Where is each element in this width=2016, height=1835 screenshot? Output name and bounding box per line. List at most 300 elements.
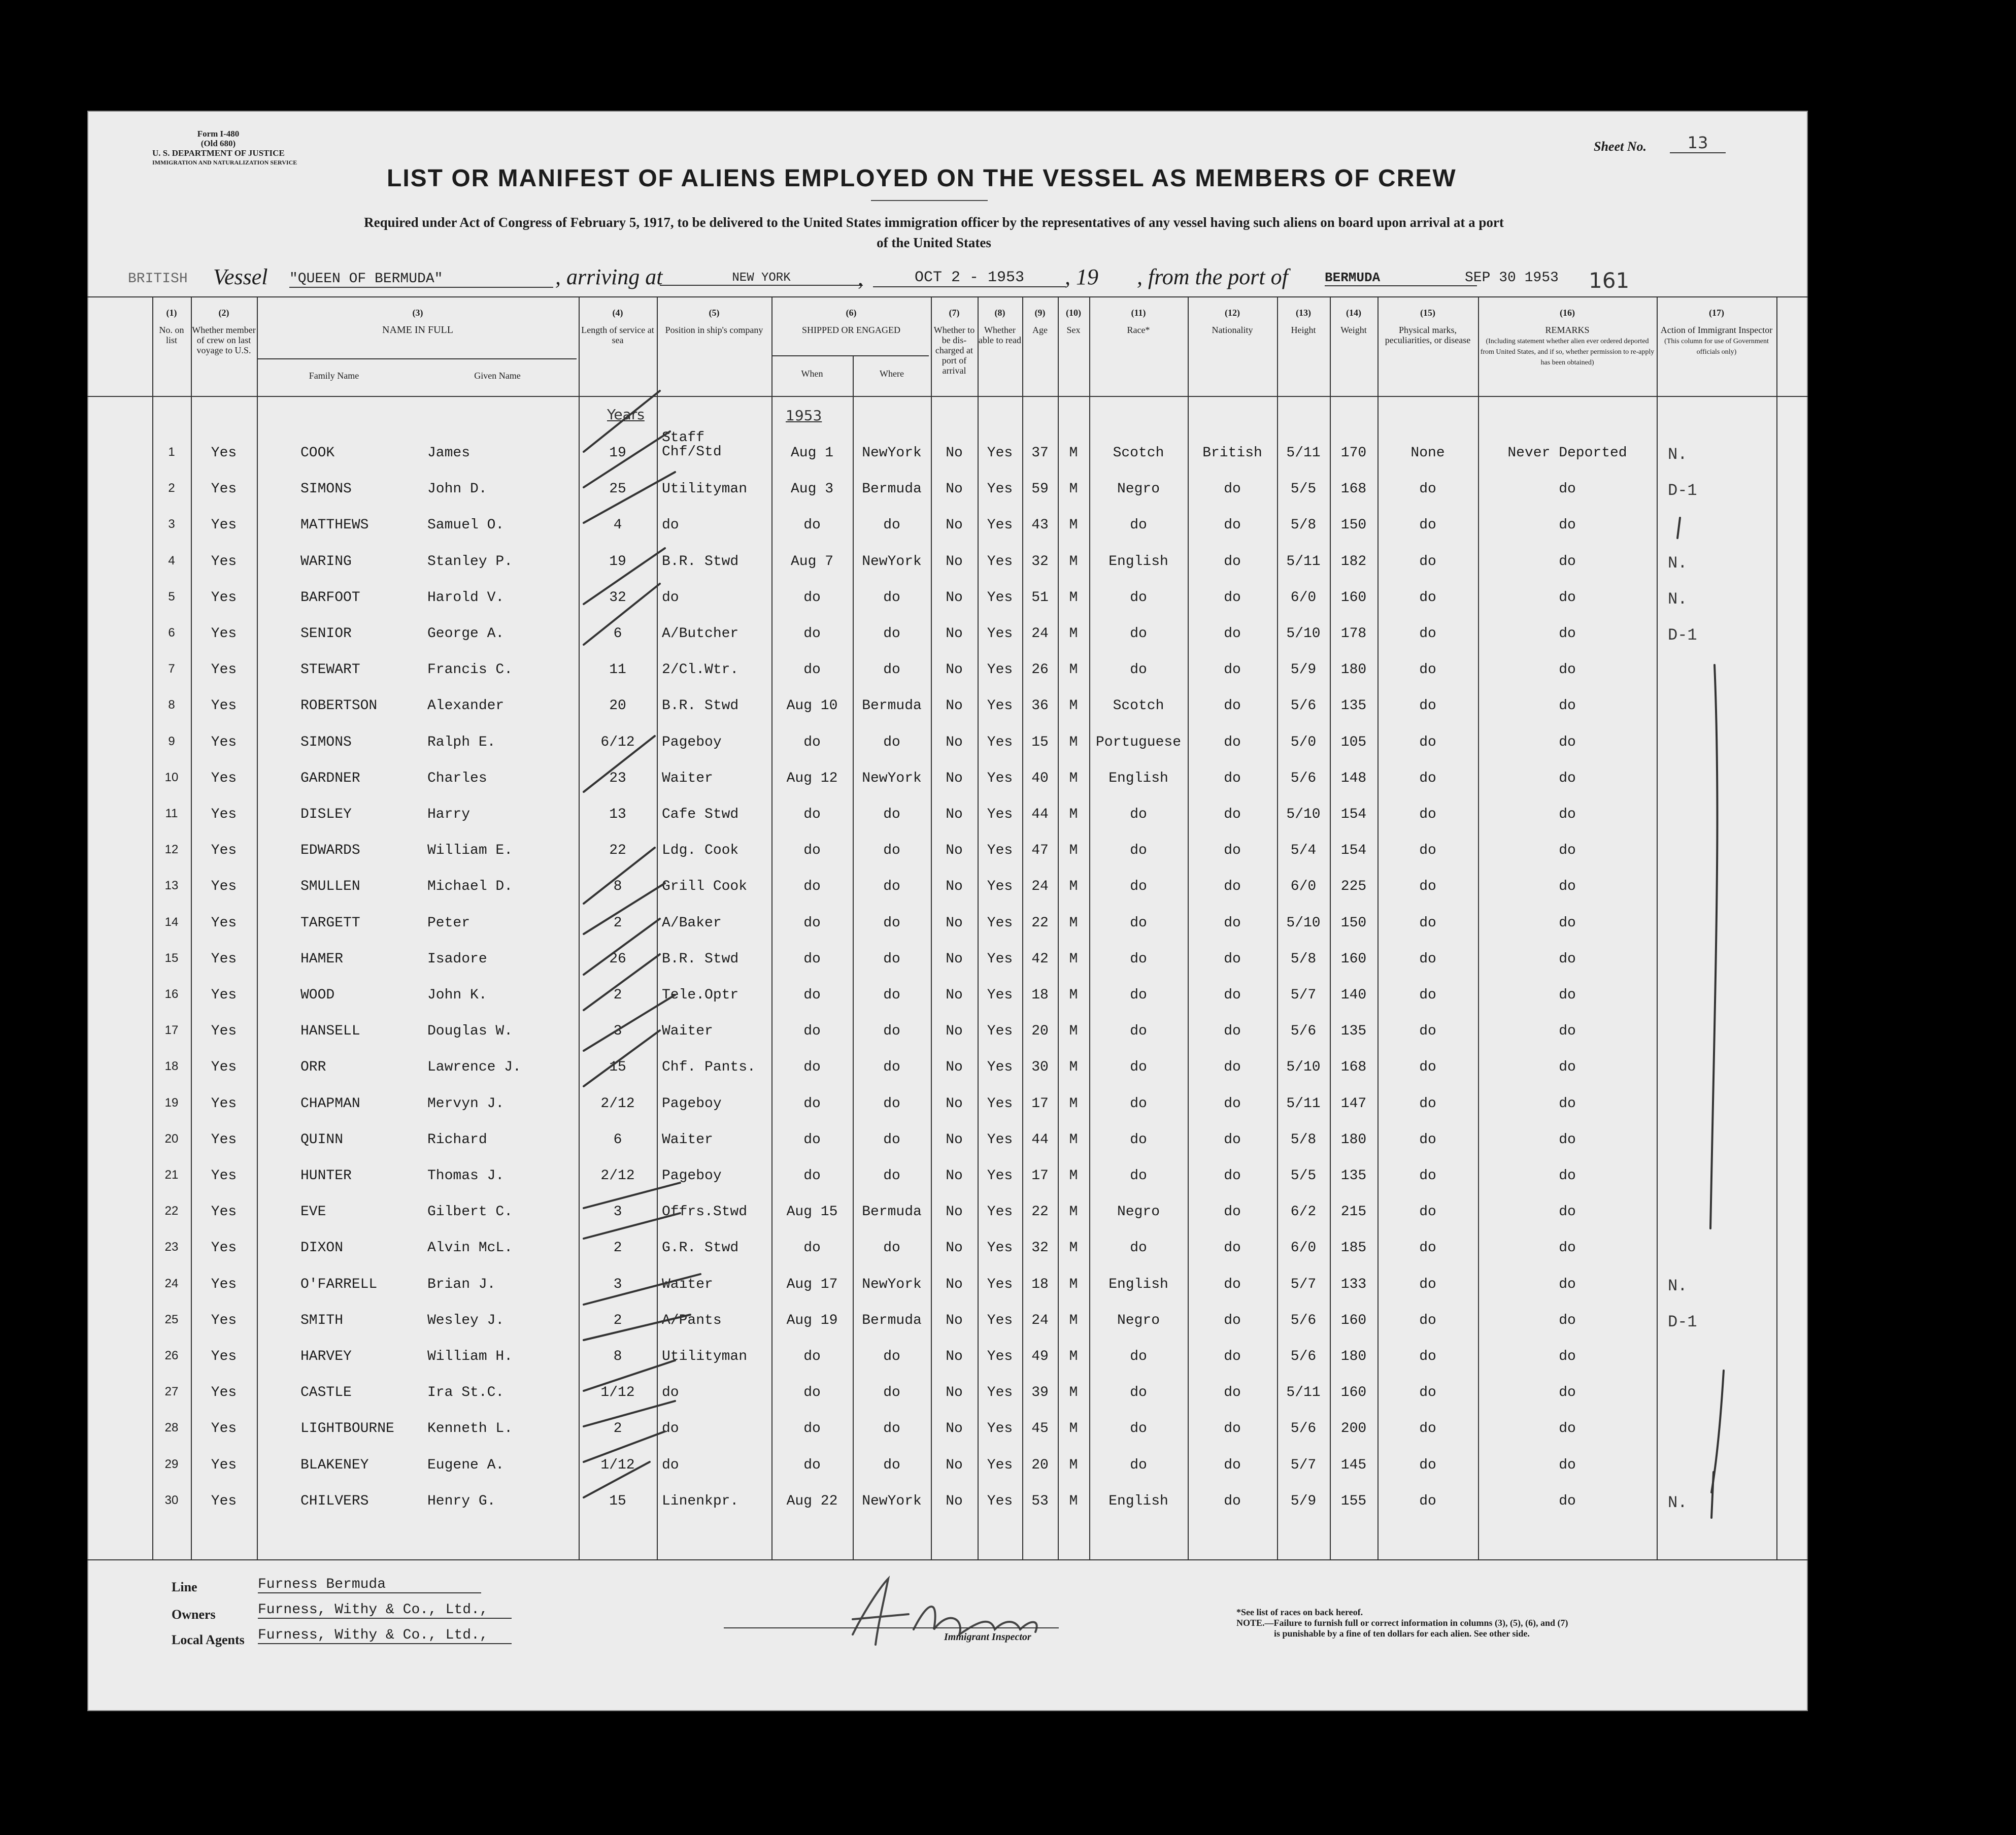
cell-prev: Yes [211, 1421, 237, 1437]
cell-no: 21 [164, 1168, 179, 1182]
cell-sex: M [1069, 1421, 1078, 1437]
cell-when: Aug 22 [786, 1493, 838, 1509]
cell-age: 32 [1031, 1240, 1049, 1256]
cell-discharge: No [946, 626, 963, 642]
col-header-family-name: Family Name [309, 371, 359, 381]
cell-weight: 182 [1340, 553, 1367, 570]
cell-position: Waiter [662, 1276, 713, 1292]
cell-discharge: No [946, 1385, 963, 1401]
cell-family: EVE [300, 1204, 326, 1220]
cell-action: N. [1668, 1276, 1688, 1295]
cell-when: do [803, 734, 821, 750]
cell-where: NewYork [862, 553, 922, 570]
cell-remarks: do [1559, 1240, 1576, 1256]
cell-no: 17 [164, 1023, 179, 1038]
cell-nationality: do [1224, 1095, 1241, 1112]
cell-marks: do [1419, 698, 1436, 714]
cell-discharge: No [946, 517, 963, 533]
cell-read: Yes [987, 626, 1013, 642]
continuation-line [1677, 518, 1680, 538]
cell-discharge: No [946, 734, 963, 750]
cell-nationality: do [1224, 987, 1241, 1003]
col-header-sex: (10) Sex [1066, 308, 1081, 335]
cell-position: Waiter [662, 1023, 713, 1040]
cell-prev: Yes [211, 843, 237, 859]
cell-remarks: do [1559, 915, 1576, 931]
cell-family: GARDNER [300, 770, 360, 786]
cell-prev: Yes [211, 987, 237, 1003]
cell-prev: Yes [211, 1493, 237, 1509]
cell-nationality: do [1224, 1421, 1241, 1437]
cell-weight: 135 [1340, 698, 1367, 714]
cell-discharge: No [946, 1131, 963, 1148]
cell-remarks: do [1559, 770, 1576, 786]
cell-given: Isadore [427, 951, 487, 967]
cell-nationality: do [1224, 698, 1241, 714]
cell-prev: Yes [211, 445, 237, 461]
cell-height: 5/8 [1290, 517, 1317, 533]
cell-when: Aug 1 [790, 445, 833, 461]
cell-height: 5/0 [1290, 734, 1317, 750]
cell-nationality: do [1224, 879, 1241, 895]
cell-remarks: do [1559, 698, 1576, 714]
cell-position: Linenkpr. [662, 1493, 739, 1509]
cell-read: Yes [987, 698, 1013, 714]
cell-service: 2 [613, 1240, 622, 1256]
col-header-name: (3) NAME IN FULL [382, 308, 453, 336]
cell-where: do [883, 807, 900, 822]
col-header-where: Where [880, 369, 904, 379]
check-mark [584, 883, 665, 934]
cell-family: STEWART [300, 662, 360, 678]
cell-nationality: do [1224, 1349, 1241, 1364]
cell-age: 32 [1031, 553, 1049, 570]
col-header-action: (17) Action of Immigrant Inspector (This column for use of Government officials only) [1660, 308, 1773, 356]
cell-discharge: No [946, 1023, 963, 1040]
cell-no: 27 [164, 1385, 179, 1399]
cell-position: A/Pants [662, 1312, 722, 1328]
page-title: LIST OR MANIFEST OF ALIENS EMPLOYED ON THE VESSEL AS MEMBERS OF CREW [387, 165, 1457, 192]
cell-nationality: do [1224, 1493, 1241, 1509]
cell-race: do [1130, 1095, 1147, 1112]
cell-no: 16 [164, 987, 179, 1001]
cell-position: do [662, 1457, 679, 1473]
cell-family: HAMER [300, 951, 344, 967]
cell-when: do [803, 879, 821, 895]
cell-prev: Yes [211, 915, 237, 931]
cell-remarks: do [1559, 1204, 1576, 1220]
cell-race: do [1130, 951, 1147, 967]
cell-given: Wesley J. [427, 1312, 505, 1328]
cell-no: 25 [164, 1312, 179, 1326]
cell-service: 2/12 [600, 1095, 635, 1112]
cell-remarks: do [1559, 1168, 1576, 1184]
cell-weight: 170 [1340, 445, 1367, 461]
cell-discharge: No [946, 1421, 963, 1437]
cell-given: Alexander [427, 698, 505, 714]
cell-family: SMULLEN [300, 879, 360, 895]
cell-position: Waiter [662, 1131, 713, 1148]
cell-sex: M [1069, 1168, 1078, 1184]
cell-service: 32 [609, 589, 626, 606]
cell-read: Yes [987, 915, 1013, 931]
cell-remarks: do [1559, 1493, 1576, 1509]
cell-given: James [427, 445, 471, 461]
cell-prev: Yes [211, 1095, 237, 1112]
cell-weight: 154 [1340, 807, 1367, 822]
cell-discharge: No [946, 879, 963, 895]
cell-nationality: do [1224, 1204, 1241, 1220]
cell-read: Yes [987, 987, 1013, 1003]
cell-race: do [1130, 843, 1147, 859]
footnote [1236, 1607, 1568, 1639]
cell-no: 4 [168, 553, 175, 568]
cell-remarks: do [1559, 481, 1576, 497]
cell-sex: M [1069, 662, 1078, 678]
cell-where: do [883, 662, 900, 678]
agents-label: Local Agents [172, 1632, 245, 1647]
cell-read: Yes [987, 1349, 1013, 1364]
from-port-label: , from the port of [1137, 264, 1288, 289]
cell-marks: do [1419, 734, 1436, 750]
cell-where: do [883, 987, 900, 1003]
vessel-name: "QUEEN OF BERMUDA" [289, 271, 553, 288]
cell-nationality: do [1224, 770, 1241, 786]
cell-weight: 180 [1340, 1349, 1367, 1364]
cell-where: do [883, 915, 900, 931]
cell-age: 17 [1031, 1168, 1049, 1184]
cell-service: 3 [613, 1276, 622, 1292]
col-header-race: (11) Race* [1127, 308, 1150, 335]
cell-position: Staff Chf/Std [662, 430, 722, 460]
cell-where: Bermuda [862, 481, 922, 497]
cell-nationality: do [1224, 807, 1241, 822]
cell-when: do [803, 987, 821, 1003]
cell-nationality: do [1224, 662, 1241, 678]
cell-remarks: do [1559, 1276, 1576, 1292]
cell-position: Tele.Optr [662, 987, 739, 1003]
check-mark [584, 1315, 690, 1340]
cell-prev: Yes [211, 1349, 237, 1364]
cell-no: 2 [168, 481, 175, 495]
cell-height: 5/4 [1290, 843, 1317, 859]
cell-weight: 225 [1340, 879, 1367, 895]
cell-when: do [803, 1168, 821, 1184]
cell-nationality: do [1224, 1168, 1241, 1184]
cell-race: do [1130, 1349, 1147, 1364]
cell-sex: M [1069, 1059, 1078, 1076]
cell-age: 59 [1031, 481, 1049, 497]
cell-weight: 150 [1340, 517, 1367, 533]
cell-position: do [662, 1385, 679, 1401]
cell-when: do [803, 843, 821, 859]
check-mark [584, 1462, 650, 1497]
cell-service: 20 [609, 698, 626, 714]
cell-given: Henry G. [427, 1493, 496, 1509]
cell-discharge: No [946, 445, 963, 461]
cell-read: Yes [987, 589, 1013, 606]
cell-when: do [803, 915, 821, 931]
cell-service: 2 [613, 987, 622, 1003]
cell-remarks: do [1559, 987, 1576, 1003]
year-label: , 19 [1065, 264, 1098, 289]
cell-discharge: No [946, 481, 963, 497]
cell-service: 4 [613, 517, 622, 533]
cell-race: do [1130, 1240, 1147, 1256]
cell-race: Portuguese [1095, 734, 1182, 750]
service-name: IMMIGRATION AND NATURALIZATION SERVICE [152, 159, 297, 166]
cell-marks: do [1419, 481, 1436, 497]
cell-remarks: do [1559, 1312, 1576, 1328]
cell-sex: M [1069, 843, 1078, 859]
cell-position: Chf. Pants. [662, 1059, 756, 1076]
cell-prev: Yes [211, 698, 237, 714]
owners-value: Furness, Withy & Co., Ltd., [258, 1602, 512, 1619]
cell-race: Negro [1117, 1312, 1160, 1328]
cell-age: 53 [1031, 1493, 1049, 1509]
col-header-discharge: (7) Whether to be dis-charged at port of arrival [933, 308, 975, 376]
cell-prev: Yes [211, 951, 237, 967]
cell-where: do [883, 1349, 900, 1364]
cell-weight: 140 [1340, 987, 1367, 1003]
cell-height: 5/10 [1286, 915, 1321, 931]
cell-read: Yes [987, 517, 1013, 533]
cell-marks: do [1419, 1385, 1436, 1401]
cell-no: 24 [164, 1276, 179, 1290]
cell-nationality: do [1224, 553, 1241, 570]
agents-value: Furness, Withy & Co., Ltd., [258, 1627, 512, 1644]
cell-family: DISLEY [300, 807, 352, 822]
cell-remarks: do [1559, 553, 1576, 570]
cell-age: 20 [1031, 1023, 1049, 1040]
cell-sex: M [1069, 1457, 1078, 1473]
cell-read: Yes [987, 1493, 1013, 1509]
cell-family: HUNTER [300, 1168, 352, 1184]
cell-weight: 215 [1340, 1204, 1367, 1220]
cell-read: Yes [987, 553, 1013, 570]
cell-when: do [803, 1131, 821, 1148]
cell-nationality: do [1224, 1059, 1241, 1076]
cell-position: do [662, 517, 679, 533]
cell-nationality: do [1224, 1276, 1241, 1292]
check-mark [584, 1360, 675, 1391]
cell-age: 15 [1031, 734, 1049, 750]
cell-remarks: do [1559, 1421, 1576, 1437]
form-number: Form I-480 [197, 129, 240, 139]
cell-race: do [1130, 879, 1147, 895]
cell-no: 3 [168, 517, 175, 531]
cell-race: Negro [1117, 1204, 1160, 1220]
cell-sex: M [1069, 1276, 1078, 1292]
owners-label: Owners [172, 1607, 216, 1622]
cell-family: BARFOOT [300, 589, 360, 606]
cell-weight: 150 [1340, 915, 1367, 931]
cell-given: William E. [427, 843, 513, 859]
cell-marks: do [1419, 517, 1436, 533]
cell-when: do [803, 1095, 821, 1112]
cell-height: 5/6 [1290, 1421, 1317, 1437]
footnote-penalty-cont: is punishable by a fine of ten dollars for each alien. See other side. [1274, 1628, 1530, 1639]
cell-age: 37 [1031, 445, 1049, 461]
cell-family: CHAPMAN [300, 1095, 360, 1112]
cell-given: George A. [427, 626, 505, 642]
cell-race: do [1130, 1385, 1147, 1401]
cell-no: 9 [168, 734, 175, 748]
cell-where: do [883, 1131, 900, 1148]
check-mark [584, 995, 675, 1051]
check-mark [584, 472, 675, 523]
cell-family: CHILVERS [300, 1493, 369, 1509]
cell-race: do [1130, 589, 1147, 606]
cell-sex: M [1069, 879, 1078, 895]
arriving-label: , arriving at [555, 264, 663, 289]
continuation-line [1711, 1472, 1713, 1518]
cell-no: 10 [164, 770, 179, 784]
cell-family: CASTLE [300, 1385, 352, 1401]
arriving-port: NEW YORK [660, 271, 863, 286]
stamp-number: 161 [1589, 268, 1630, 293]
cell-marks: do [1419, 987, 1436, 1003]
cell-when: do [803, 1421, 821, 1437]
cell-marks: do [1419, 951, 1436, 967]
cell-height: 5/10 [1286, 1059, 1321, 1076]
cell-nationality: do [1224, 517, 1241, 533]
cell-service: 19 [609, 553, 626, 570]
cell-action: N. [1668, 589, 1688, 609]
cell-prev: Yes [211, 1204, 237, 1220]
cell-family: SMITH [300, 1312, 344, 1328]
cell-position: Ldg. Cook [662, 843, 739, 859]
cell-no: 12 [164, 843, 179, 857]
cell-where: do [883, 589, 900, 606]
cell-race: Negro [1117, 481, 1160, 497]
vessel-label: Vessel [213, 264, 268, 289]
cell-no: 30 [164, 1493, 179, 1507]
cell-service: 2 [613, 915, 622, 931]
inspector-label: Immigrant Inspector [944, 1631, 1031, 1643]
cell-race: English [1108, 770, 1168, 786]
cell-prev: Yes [211, 770, 237, 786]
footnote-penalty: NOTE.—Failure to furnish full or correct information in columns (3), (5), (6), and (7) [1236, 1618, 1568, 1628]
cell-no: 26 [164, 1349, 179, 1362]
cell-position: B.R. Stwd [662, 698, 739, 714]
cell-sex: M [1069, 1204, 1078, 1220]
cell-race: do [1130, 807, 1147, 822]
cell-discharge: No [946, 1349, 963, 1364]
check-mark [584, 1401, 675, 1426]
cell-family: SIMONS [300, 481, 352, 497]
cell-weight: 160 [1340, 1385, 1367, 1401]
col-header-prev-voyage: (2) Whether member of crew on last voyage to U.S. [192, 308, 256, 355]
col-header-given-name: Given Name [474, 371, 521, 381]
cell-read: Yes [987, 1023, 1013, 1040]
cell-age: 43 [1031, 517, 1049, 533]
cell-marks: do [1419, 879, 1436, 895]
cell-nationality: do [1224, 843, 1241, 859]
cell-marks: do [1419, 1240, 1436, 1256]
cell-age: 24 [1031, 879, 1049, 895]
cell-where: do [883, 843, 900, 859]
cell-read: Yes [987, 1168, 1013, 1184]
cell-service: 25 [609, 481, 626, 497]
cell-position: A/Butcher [662, 626, 739, 642]
cell-remarks: do [1559, 1385, 1576, 1401]
years-annotation: Years [607, 406, 645, 423]
cell-given: Eugene A. [427, 1457, 505, 1473]
cell-sex: M [1069, 1493, 1078, 1509]
cell-position: Grill Cook [662, 879, 748, 895]
cell-position: Pageboy [662, 1095, 722, 1112]
cell-height: 5/5 [1290, 481, 1317, 497]
cell-sex: M [1069, 445, 1078, 461]
comma: , [858, 265, 863, 290]
cell-race: do [1130, 1131, 1147, 1148]
cell-service: 2 [613, 1312, 622, 1328]
cell-prev: Yes [211, 662, 237, 678]
cell-age: 51 [1031, 589, 1049, 606]
cell-weight: 133 [1340, 1276, 1367, 1292]
cell-where: do [883, 734, 900, 750]
cell-read: Yes [987, 1421, 1013, 1437]
cell-discharge: No [946, 951, 963, 967]
cell-prev: Yes [211, 1131, 237, 1148]
col-header-shipped: (6) SHIPPED OR ENGAGED [801, 308, 900, 335]
footer-separator [87, 1559, 1808, 1560]
cell-when: do [803, 517, 821, 533]
cell-race: do [1130, 1168, 1147, 1184]
cell-where: do [883, 1240, 900, 1256]
cell-race: do [1130, 1059, 1147, 1076]
cell-marks: do [1419, 626, 1436, 642]
cell-race: do [1130, 1421, 1147, 1437]
cell-age: 24 [1031, 1312, 1049, 1328]
cell-when: do [803, 1059, 821, 1076]
cell-nationality: do [1224, 626, 1241, 642]
cell-height: 5/7 [1290, 987, 1317, 1003]
cell-marks: None [1410, 445, 1445, 461]
cell-sex: M [1069, 1023, 1078, 1040]
cell-given: Richard [427, 1131, 487, 1148]
cell-weight: 168 [1340, 1059, 1367, 1076]
cell-read: Yes [987, 843, 1013, 859]
cell-sex: M [1069, 1131, 1078, 1148]
cell-height: 5/7 [1290, 1276, 1317, 1292]
cell-weight: 105 [1340, 734, 1367, 750]
cell-discharge: No [946, 1204, 963, 1220]
cell-family: ORR [300, 1059, 326, 1076]
cell-marks: do [1419, 1421, 1436, 1437]
cell-sex: M [1069, 987, 1078, 1003]
cell-when: do [803, 1457, 821, 1473]
cell-nationality: do [1224, 1131, 1241, 1148]
cell-marks: do [1419, 1095, 1436, 1112]
cell-position: Offrs.Stwd [662, 1204, 748, 1220]
cell-position: do [662, 1421, 679, 1437]
cell-sex: M [1069, 734, 1078, 750]
cell-prev: Yes [211, 1023, 237, 1040]
cell-action: N. [1668, 445, 1688, 464]
cell-given: Peter [427, 915, 471, 931]
cell-read: Yes [987, 1457, 1013, 1473]
cell-discharge: No [946, 807, 963, 822]
cell-height: 5/6 [1290, 698, 1317, 714]
cell-prev: Yes [211, 1312, 237, 1328]
cell-height: 5/11 [1286, 445, 1321, 461]
cell-age: 45 [1031, 1421, 1049, 1437]
cell-marks: do [1419, 915, 1436, 931]
cell-prev: Yes [211, 734, 237, 750]
cell-age: 47 [1031, 843, 1049, 859]
